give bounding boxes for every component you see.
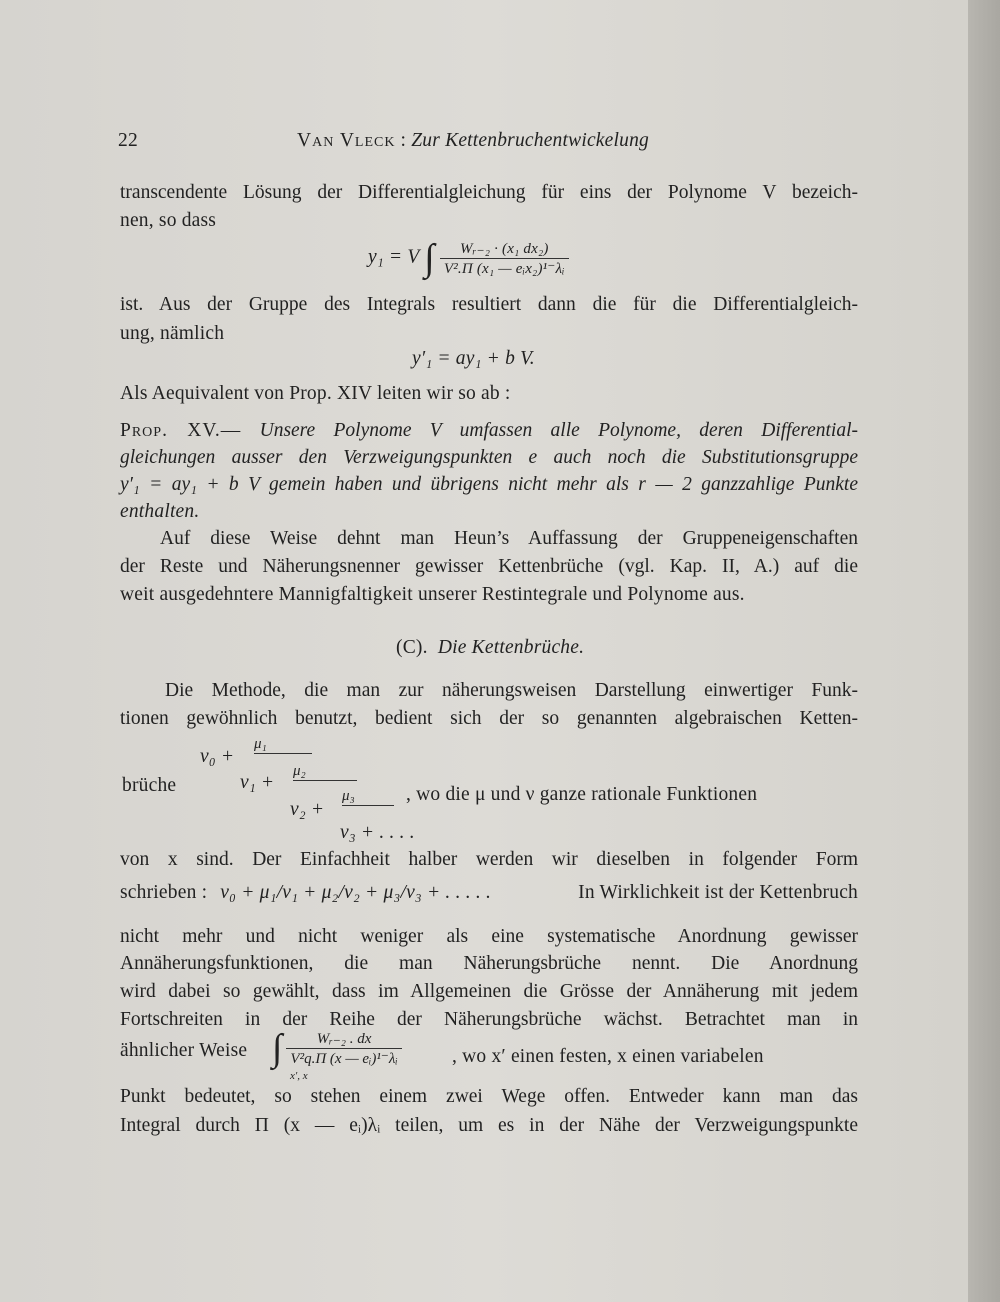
cf-term: ν₁ + — [240, 772, 275, 793]
equation-integral — [272, 1026, 402, 1082]
cf-term: ν₀ + — [200, 746, 235, 767]
text-line: nicht mehr und nicht weniger als eine systematische Anordnung gewisser — [120, 926, 858, 947]
equation-lhs: y₁ = V — [368, 246, 420, 268]
page-edge-shadow — [968, 0, 1000, 1302]
fraction-denominator: V².Π (x₁ — eᵢx₂)¹⁻λᵢ — [443, 260, 565, 277]
text-line: Punkt bedeutet, so stehen einem zwei Wege offen. Entweder kann man das — [120, 1086, 858, 1107]
cf-term: ν₂ + — [290, 799, 325, 820]
proposition-label: Prop. XV.— — [120, 420, 242, 441]
integral-sign: ∫ — [424, 237, 435, 279]
section-title: Die Kettenbrüche. — [437, 637, 585, 658]
page-number: 22 — [118, 130, 138, 151]
text-line: wird dabei so gewählt, dass im Allgemeinen die Grösse der Annäherung mit jedem — [120, 981, 858, 1002]
cf-numerator: μ₃ — [342, 788, 394, 806]
section-label: (C). — [396, 637, 428, 658]
integral-limits: x′, x — [290, 1070, 308, 1082]
header-separator: : — [400, 130, 407, 151]
proposition-line: Prop. XV.— Unsere Polynome V umfassen alle Polynome, deren Differential- — [120, 420, 859, 441]
text-line: Die Methode, die man zur näherungsweisen Darstellung einwertiger Funk- — [165, 680, 858, 701]
fraction-denominator: V²q.Π (x — eᵢ)¹⁻λᵢ — [290, 1050, 398, 1067]
proposition-line: gleichungen ausser den Verzweigungspunkten e auch noch die Substitutionsgruppe — [120, 447, 858, 468]
cf-numerator: μ₂ — [293, 763, 357, 781]
header-author: Van Vleck — [297, 130, 396, 151]
text-line: Fortschreiten in der Reihe der Näherungsbrüche wächst. Betrachtet man in — [120, 1009, 858, 1030]
text-line: Integral durch Π (x — eᵢ)λᵢ teilen, um es in der Nähe der Verzweigungspunkte — [120, 1115, 858, 1136]
inline-cf-formula: ν₀ + μ₁/ν₁ + μ₂/ν₂ + μ₃/ν₃ + . . . . . — [220, 882, 492, 903]
text-line: weit ausgedehntere Mannigfaltigkeit unserer Restintegrale und Polynome aus. — [120, 584, 745, 605]
equation-fraction — [440, 239, 569, 278]
fraction-numerator: Wᵣ₋₂ . dx — [286, 1029, 401, 1049]
text-line: Auf diese Weise dehnt man Heun’s Auffassung der Gruppeneigenschaften — [160, 528, 858, 549]
header-title: Zur Kettenbruchentwickelung — [411, 130, 649, 151]
cf-numerator: μ₁ — [254, 736, 312, 754]
fraction-numerator: Wᵣ₋₂ · (x₁ dx₂) — [440, 239, 569, 259]
text-line: , wo die μ und ν ganze rationale Funktionen — [406, 784, 758, 805]
integral-sign: ∫ — [272, 1027, 283, 1069]
equation-y1 — [368, 236, 569, 280]
text-line: der Reste und Näherungsnenner gewisser Kettenbrüche (vgl. Kap. II, A.) auf die — [120, 556, 858, 577]
section-heading — [396, 637, 584, 659]
inline-cf-line: schrieben : ν₀ + μ₁/ν₁ + μ₂/ν₂ + μ₃/ν₃ + . . . . . In Wirklichkeit ist der Kettenbruch — [120, 882, 858, 903]
text-line: Annäherungsfunktionen, die man Näherungsbrüche nennt. Die Anordnung — [120, 953, 858, 974]
text-line: ist. Aus der Gruppe des Integrals resultiert dann die für die Differentialgleich- — [120, 294, 858, 315]
text-word: brüche — [122, 775, 177, 796]
equation-y1-prime: y′₁ = ay₁ + b V. — [412, 348, 535, 369]
proposition-line: enthalten. — [120, 501, 200, 522]
text-line: ähnlicher Weise — [120, 1040, 248, 1061]
proposition-line: y′₁ = ay₁ + b V gemein haben und übrigens nicht mehr als r — 2 ganzzahlige Punkte — [120, 474, 858, 495]
text-line: tionen gewöhnlich benutzt, bedient sich der so genannten algebraischen Ketten- — [120, 708, 858, 729]
text-line: ung, nämlich — [120, 323, 225, 344]
text-line: nen, so dass — [120, 210, 217, 231]
equation-fraction — [286, 1029, 401, 1068]
cf-term: ν₃ + . . . . — [340, 822, 415, 843]
text-line: , wo x′ einen festen, x einen variabelen — [452, 1046, 764, 1067]
running-header — [297, 130, 649, 152]
text-line: Als Aequivalent von Prop. XIV leiten wir so ab : — [120, 383, 511, 404]
text-line: von x sind. Der Einfachheit halber werden wir dieselben in folgender Form — [120, 849, 858, 870]
text-line: transcendente Lösung der Differentialgleichung für eins der Polynome V bezeich- — [120, 182, 858, 203]
